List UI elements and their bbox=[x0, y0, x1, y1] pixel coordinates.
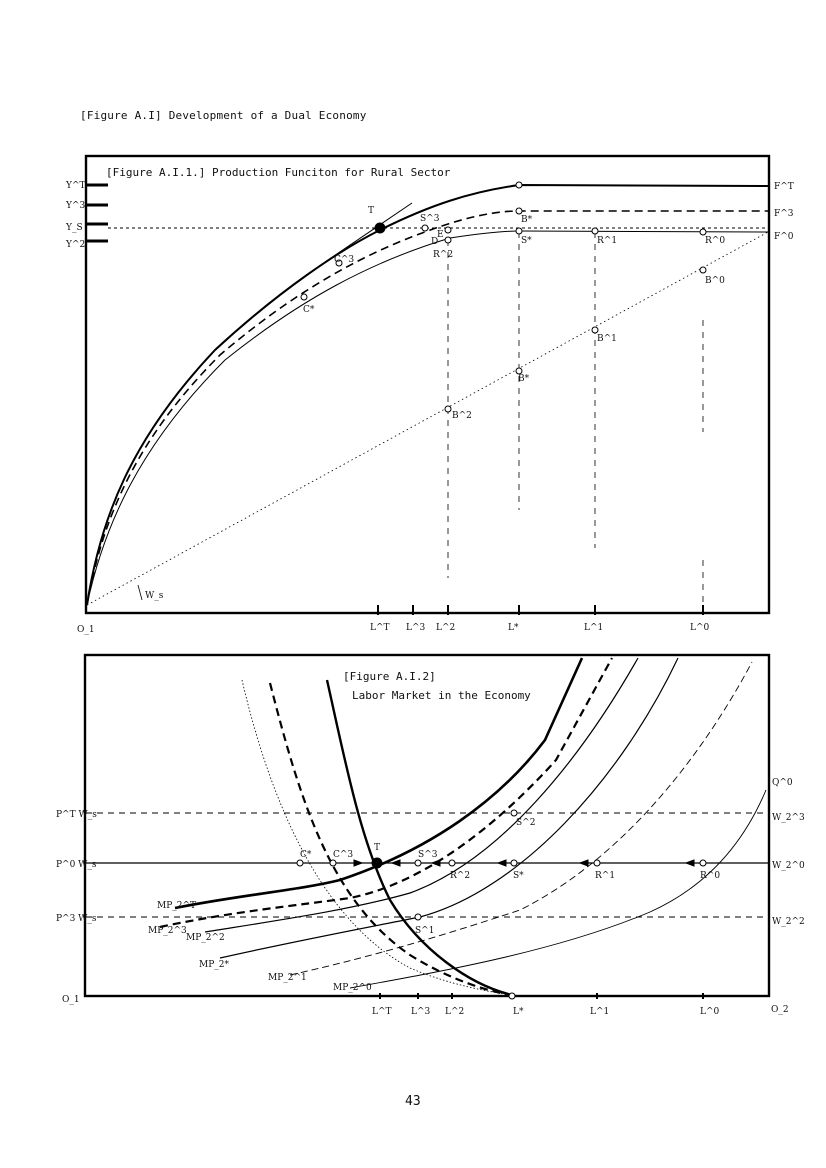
label-B1: B^1 bbox=[597, 334, 617, 344]
mp-label-3: MP_2^3 bbox=[148, 926, 187, 936]
point-T bbox=[375, 223, 386, 234]
x-label-Lstar: L* bbox=[508, 623, 519, 633]
left-label-PT: P^T W_s bbox=[56, 810, 97, 820]
mp-label-2: MP_2^2 bbox=[186, 933, 225, 943]
blabel-R0: R^0 bbox=[700, 871, 721, 881]
label-S-star: S* bbox=[521, 236, 532, 246]
x-label-L2: L^2 bbox=[436, 623, 456, 633]
right-label-ft: F^T bbox=[774, 182, 794, 192]
label-D: D bbox=[431, 237, 439, 247]
point-S3 bbox=[422, 225, 428, 231]
label-T: T bbox=[368, 206, 375, 216]
point-E bbox=[445, 227, 451, 233]
origin-right-bottom: O_2 bbox=[771, 1005, 789, 1015]
curve-F3 bbox=[87, 211, 768, 605]
top-panel-frame bbox=[86, 156, 769, 613]
point-B1 bbox=[592, 327, 598, 333]
bpoint-S-star bbox=[511, 860, 517, 866]
origin-left-bottom: O_1 bbox=[62, 995, 80, 1005]
bpoint-S2 bbox=[511, 810, 517, 816]
right-label-W22: W_2^2 bbox=[772, 917, 805, 927]
curve-MP2-0 bbox=[350, 790, 766, 988]
point-B0 bbox=[700, 267, 706, 273]
label-S3: S^3 bbox=[420, 214, 440, 224]
label-C3: C^3 bbox=[334, 255, 355, 265]
page-number: 43 bbox=[405, 1094, 421, 1109]
bx-label-Lstar: L* bbox=[513, 1007, 524, 1017]
bpoint-C-star bbox=[297, 860, 303, 866]
bpoint-R2 bbox=[449, 860, 455, 866]
point-R2 bbox=[445, 237, 451, 243]
bpoint-R1 bbox=[594, 860, 600, 866]
label-B0: B^0 bbox=[705, 276, 725, 286]
right-label-Q0: Q^0 bbox=[772, 778, 793, 788]
bottom-panel-title-1: [Figure A.I.2] bbox=[343, 670, 436, 683]
y-label-y3: Y^3 bbox=[66, 201, 86, 211]
left-label-P3: P^3 W_s bbox=[56, 914, 97, 924]
label-C-star: C* bbox=[303, 305, 315, 315]
y-label-y2: Y^2 bbox=[66, 240, 86, 250]
bpoint-axis-Lstar bbox=[509, 993, 515, 999]
y-label-yt: Y^T bbox=[66, 181, 86, 191]
right-label-f3: F^3 bbox=[774, 209, 794, 219]
bx-label-L2: L^2 bbox=[445, 1007, 465, 1017]
label-B2: B^2 bbox=[452, 411, 472, 421]
point-R0 bbox=[700, 229, 706, 235]
bx-label-L1: L^1 bbox=[590, 1007, 610, 1017]
point-B2 bbox=[445, 406, 451, 412]
blabel-T: T bbox=[374, 843, 381, 853]
point-B-star bbox=[516, 208, 522, 214]
bpoint-R0 bbox=[700, 860, 706, 866]
figure-title: [Figure A.I] Development of a Dual Economy bbox=[80, 109, 367, 122]
label-R2: R^2 bbox=[433, 250, 454, 260]
point-C-star bbox=[301, 294, 307, 300]
origin-label-top: O_1 bbox=[77, 625, 95, 635]
label-R1: R^1 bbox=[597, 236, 618, 246]
mp-label-0: MP_2^0 bbox=[333, 983, 372, 993]
x-label-L1: L^1 bbox=[584, 623, 604, 633]
point-S-star bbox=[516, 228, 522, 234]
curve-FT bbox=[87, 185, 768, 605]
mp1-curve-T bbox=[327, 680, 512, 995]
blabel-R2: R^2 bbox=[450, 871, 471, 881]
bx-label-LT: L^T bbox=[372, 1007, 392, 1017]
bpoint-C3 bbox=[330, 860, 336, 866]
right-label-f0: F^0 bbox=[774, 232, 794, 242]
bx-label-L3: L^3 bbox=[411, 1007, 431, 1017]
right-label-W23: W_2^3 bbox=[772, 813, 805, 823]
left-label-P0: P^0 W_s bbox=[56, 860, 97, 870]
bpoint-T bbox=[372, 858, 383, 869]
wage-ray bbox=[87, 232, 768, 605]
mp1-curve-3 bbox=[270, 683, 512, 995]
point-R1 bbox=[592, 228, 598, 234]
curve-F0 bbox=[87, 231, 768, 605]
label-B-star: B* bbox=[521, 215, 533, 225]
top-panel-title: [Figure A.I.1.] Production Funciton for Rural Sector bbox=[106, 166, 451, 179]
blabel-C-star: C* bbox=[300, 850, 312, 860]
bpoint-S3 bbox=[415, 860, 421, 866]
blabel-S-low: S^1 bbox=[415, 926, 435, 936]
x-label-L0: L^0 bbox=[690, 623, 710, 633]
right-label-W20: W_2^0 bbox=[772, 861, 805, 871]
point-FT-top bbox=[516, 182, 522, 188]
y-label-ys: Y_S bbox=[66, 223, 83, 233]
label-R0: R^0 bbox=[705, 236, 726, 246]
curve-MP2-star bbox=[220, 658, 678, 958]
mp-label-1: MP_2^1 bbox=[268, 973, 307, 983]
mp-label-T: MP_2^T bbox=[157, 901, 197, 911]
blabel-S3: S^3 bbox=[418, 850, 438, 860]
blabel-S-star: S* bbox=[513, 871, 524, 881]
x-label-LT: L^T bbox=[370, 623, 390, 633]
bx-label-L0: L^0 bbox=[700, 1007, 720, 1017]
label-B-star-low: B* bbox=[518, 374, 530, 384]
blabel-R1: R^1 bbox=[595, 871, 616, 881]
x-label-L3: L^3 bbox=[406, 623, 426, 633]
bottom-panel-title-2: Labor Market in the Economy bbox=[352, 689, 531, 702]
bpoint-S-low bbox=[415, 914, 421, 920]
mp-label-star: MP_2* bbox=[199, 960, 229, 970]
label-E: E bbox=[437, 230, 444, 240]
blabel-S2: S^2 bbox=[516, 818, 536, 828]
blabel-C3: C^3 bbox=[333, 850, 354, 860]
slope-label: W_s bbox=[145, 591, 164, 601]
